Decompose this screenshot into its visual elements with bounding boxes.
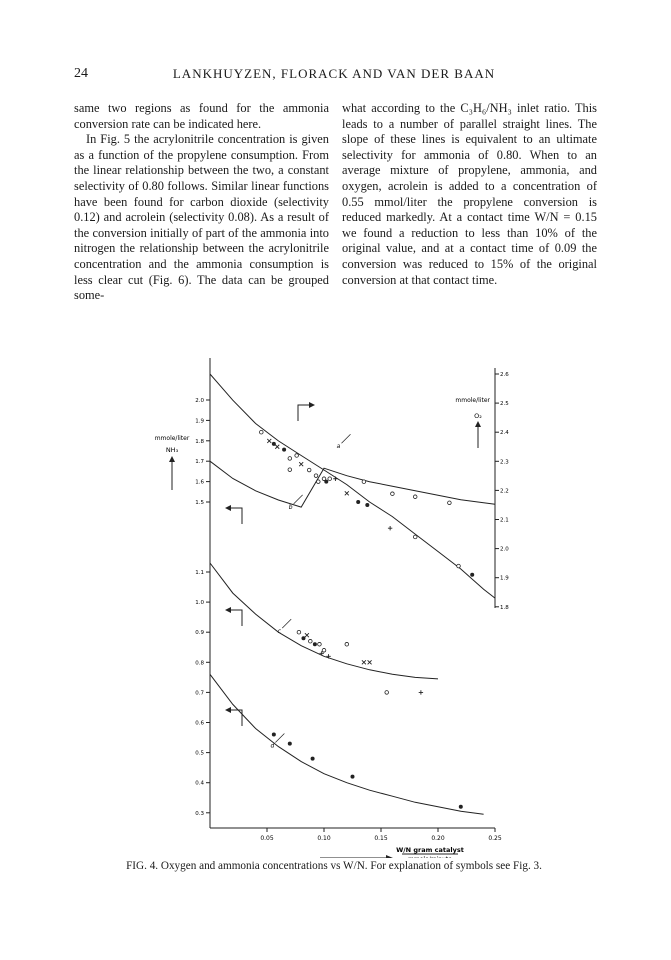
right-tick-label: 1.9	[500, 575, 509, 582]
left-tick-label: 0.9	[195, 630, 204, 637]
data-point-plus	[419, 690, 423, 694]
data-point-open-circle	[317, 480, 321, 484]
data-point-cross	[267, 439, 271, 443]
data-point-open-circle	[318, 642, 322, 646]
concentration-chart	[150, 358, 530, 858]
left-tick-label: 0.7	[195, 690, 204, 697]
curve-d	[210, 674, 484, 814]
left-tick-label: 0.8	[195, 660, 204, 667]
x-tick-label: 0.20	[431, 835, 445, 842]
left-column	[74, 101, 329, 304]
right-axis-unit: mmole/liter	[455, 397, 490, 404]
left-tick-label: 1.7	[195, 459, 204, 466]
right-tick-label: 2.0	[500, 546, 509, 553]
left-tick-label: 1.5	[195, 500, 204, 506]
data-point-filled-circle	[324, 480, 328, 484]
x-tick-label: 0.10	[317, 835, 331, 842]
x-tick-label: 0.15	[374, 835, 388, 842]
data-point-cross	[305, 633, 309, 637]
curve-b	[210, 461, 495, 507]
curve-d-axis-arrow-head	[225, 707, 231, 713]
right-axis-arrowhead	[475, 421, 481, 427]
page-header	[74, 66, 594, 86]
data-point-cross	[345, 491, 349, 495]
data-point-open-circle	[391, 492, 395, 496]
data-point-cross	[362, 660, 366, 664]
x-tick-label: 0.25	[488, 835, 502, 842]
data-points	[260, 430, 475, 808]
data-point-open-circle	[309, 639, 313, 643]
data-point-open-circle	[260, 430, 264, 434]
left-axis-species: NH₃	[165, 446, 179, 454]
data-point-open-circle	[457, 564, 461, 568]
left-axis-unit: mmole/liter	[154, 435, 190, 442]
data-point-open-circle	[385, 691, 389, 695]
data-point-filled-circle	[365, 503, 369, 507]
right-tick-label: 2.3	[500, 459, 509, 466]
data-point-open-circle	[328, 477, 332, 481]
curve-c-axis-arrow-head	[225, 607, 231, 613]
right-tick-label: 2.6	[500, 372, 509, 378]
left-tick-label: 1.8	[195, 438, 204, 445]
curve-b-leader	[294, 495, 303, 504]
data-point-open-circle	[413, 495, 417, 499]
right-column	[342, 101, 597, 288]
axes	[210, 358, 495, 828]
data-point-filled-circle	[356, 500, 360, 504]
left-tick-label: 0.5	[195, 750, 204, 757]
curve-c-leader	[282, 619, 291, 628]
left-tick-label: 1.9	[195, 418, 204, 425]
left-paragraph-1: same two regions as found for the ammonia conversion rate can be indicated here.	[74, 101, 329, 131]
data-point-cross	[368, 660, 372, 664]
figure-caption: FIG. 4. Oxygen and ammonia concentrations vs W/N. For explanation of symbols see Fig. 3.	[126, 860, 542, 872]
data-point-plus	[333, 477, 337, 481]
data-point-filled-circle	[470, 573, 474, 577]
right-tick-label: 2.5	[500, 401, 509, 408]
left-paragraph-2: In Fig. 5 the acrylonitrile concentration is given as a function of the propylene consumption. From the linear relationship between the two, a constant selectivity of 0.80 follows. Similar linear functions have been found for carbon dioxide (selectivity 0.12) and acrolein (selectivity 0.08). As a result of the conversion initially of part of the ammonia into nitrogen the relationship between the acrylonitrile concentration and the ammonia consumption is less clear cut (Fig. 6). The data can be grouped some-	[74, 132, 329, 303]
right-tick-label: 2.1	[500, 517, 509, 524]
data-point-open-circle	[288, 457, 292, 461]
data-point-filled-circle	[311, 757, 315, 761]
left-tick-label: 1.1	[195, 570, 204, 576]
running-head: LANKHUYZEN, FLORACK AND VAN DER BAAN	[172, 66, 496, 81]
curves	[210, 374, 495, 814]
data-point-filled-circle	[288, 742, 292, 746]
left-tick-label: 1.0	[195, 600, 204, 607]
right-tick-label: 1.8	[500, 604, 509, 611]
x-axis-arrowhead	[386, 855, 393, 858]
figure-4	[150, 358, 530, 858]
data-point-open-circle	[288, 468, 292, 472]
data-point-plus	[388, 526, 392, 530]
curve-a	[210, 374, 495, 598]
left-tick-label: 2.0	[195, 398, 204, 404]
data-point-cross	[299, 462, 303, 466]
data-point-cross	[275, 445, 279, 449]
left-tick-label: 0.3	[195, 810, 204, 817]
left-tick-label: 0.6	[195, 720, 204, 727]
data-point-open-circle	[413, 535, 417, 539]
curve-a-label: a	[336, 443, 341, 451]
curve-c	[210, 563, 438, 679]
data-point-filled-circle	[272, 733, 276, 737]
data-point-open-circle	[362, 480, 366, 484]
data-point-open-circle	[307, 468, 311, 472]
data-point-open-circle	[314, 474, 318, 478]
page-number: 24	[74, 66, 88, 81]
data-point-open-circle	[295, 454, 299, 458]
right-tick-label: 2.4	[500, 430, 509, 437]
curve-d-leader	[275, 734, 284, 743]
data-point-open-circle	[322, 648, 326, 652]
curve-a-axis-arrow-head	[309, 402, 315, 408]
right-axis-species: O₂	[474, 412, 482, 420]
data-point-open-circle	[345, 642, 349, 646]
left-tick-label: 0.4	[195, 780, 204, 787]
x-tick-label: 0.05	[260, 835, 274, 842]
left-axis-arrowhead	[169, 456, 175, 462]
curve-b-axis-arrow-head	[225, 505, 231, 511]
data-point-filled-circle	[313, 642, 317, 646]
x-axis-label-bottom	[408, 856, 452, 858]
right-tick-label: 2.2	[500, 488, 509, 495]
chart-labels	[155, 397, 491, 858]
data-point-open-circle	[448, 501, 452, 505]
left-tick-label: 1.6	[195, 479, 204, 486]
curve-d-label: d	[270, 742, 275, 750]
data-point-open-circle	[297, 630, 301, 634]
curve-b-label: b	[288, 503, 293, 511]
x-axis-label-top: W/N gram catalyst	[396, 846, 464, 854]
curve-a-leader	[342, 434, 351, 443]
ticks	[195, 372, 509, 842]
data-point-filled-circle	[459, 805, 463, 809]
data-point-filled-circle	[282, 448, 286, 452]
data-point-filled-circle	[351, 775, 355, 779]
right-paragraph-1: what according to the C₃H₆/NH₃ inlet ratio. This leads to a number of parallel straight lines. The slope of these lines is equivalent to an ultimate selectivity for ammonia of 0.80. When to an average mixture of propylene, ammonia, and oxygen, acrolein is added to a concentration of 0.55 mmol/liter the propylene conversion is reduced markedly. At a contact time W/N = 0.15 we found a reduction to less than 10% of the original value, and at a contact time of 0.09 the conversion was reduced to 15% of the original conversion at that contact time.	[342, 101, 597, 287]
curve-c-label: c	[277, 628, 281, 636]
